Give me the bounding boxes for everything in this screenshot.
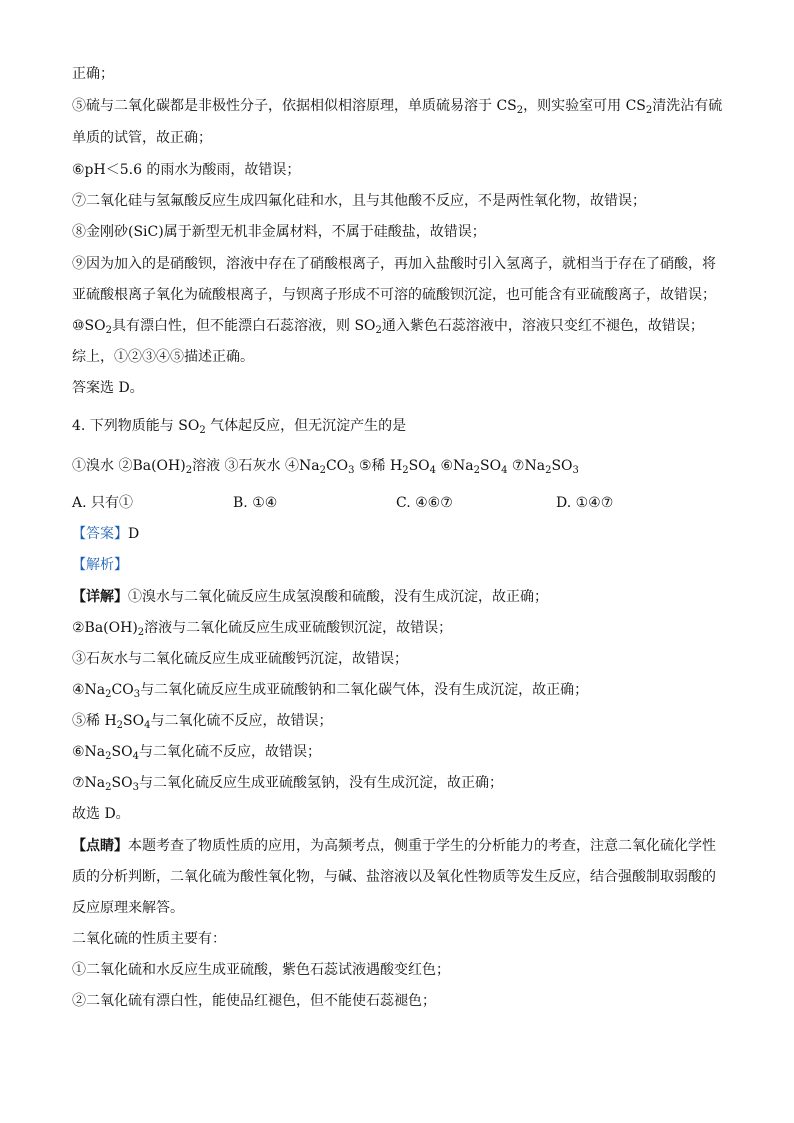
option-b: B. ①④ bbox=[233, 495, 278, 511]
analysis-tag: 【解析】 bbox=[72, 557, 128, 573]
text-line: 答案选 D。 bbox=[72, 380, 144, 396]
answer-line bbox=[72, 524, 139, 544]
comment-line: ②二氧化硫有漂白性，能使品红褪色，但不能使石蕊褪色； bbox=[72, 993, 436, 1009]
text-line: 单质的试管，故正确； bbox=[72, 130, 212, 146]
text-line: 综上，①②③④⑤描述正确。 bbox=[72, 349, 254, 365]
question-stem: 4. 下列物质能与 $SO_2$ 气体起反应，但无沉淀产生的是 bbox=[72, 418, 407, 436]
detail-tag: 【详解】 bbox=[72, 589, 128, 605]
detail-line: $⑦Na_2SO_3$与二氧化硫反应生成亚硫酸氢钠，没有生成沉淀，故正确； bbox=[72, 775, 503, 793]
text-line: ⑥pH＜5.6 的雨水为酸雨，故错误； bbox=[72, 162, 301, 178]
detail-line: $⑥Na_2SO_4$与二氧化硫不反应，故错误； bbox=[72, 744, 321, 762]
detail-line: 【详解】①溴水与二氧化硫反应生成氢溴酸和硫酸，没有生成沉淀，故正确； bbox=[72, 589, 548, 605]
text-line: ⑦二氧化硅与氢氟酸反应生成四氟化硅和水，且与其他酸不反应，不是两性氧化物，故错误； bbox=[72, 193, 646, 209]
comment-line: 【点睛】本题考查了物质性质的应用，为高频考点，侧重于学生的分析能力的考查，注意二氧化硫化学性 bbox=[72, 838, 716, 854]
option-d: D. ①④⑦ bbox=[556, 495, 614, 511]
comment-line: 反应原理来解答。 bbox=[72, 900, 184, 916]
answer-value: D bbox=[128, 526, 140, 542]
detail-line: $②Ba(OH)_2$溶液与二氧化硫反应生成亚硫酸钡沉淀，故错误； bbox=[72, 620, 453, 638]
text-line: 正确； bbox=[72, 66, 114, 82]
comment-line: 质的分析判断，二氧化硫为酸性氧化物，与碱、盐溶液以及氧化性物质等发生反应，结合强酸制取弱酸的 bbox=[72, 869, 716, 885]
text-line: ⑧金刚砂(SiC)属于新型无机非金属材料，不属于硅酸盐，故错误； bbox=[72, 224, 486, 240]
text-line: 亚硫酸根离子氧化为硫酸根离子，与钡离子形成不可溶的硫酸钡沉淀，也可能含有亚硫酸离子，故错误； bbox=[72, 287, 716, 303]
option-c: C. ④⑥⑦ bbox=[396, 495, 453, 511]
text-line: ⑤硫与二氧化碳都是非极性分子，依据相似相溶原理，单质硫易溶于 $CS_2$，则实验室可用 $CS_2$清洗沾有硫 bbox=[72, 98, 723, 116]
detail-line: $④Na_2CO_3$与二氧化硫反应生成亚硫酸钠和二氧化碳气体，没有生成沉淀，故正确； bbox=[72, 682, 589, 700]
comment-line: 二氧化硫的性质主要有： bbox=[72, 931, 226, 947]
option-a: A. 只有① bbox=[72, 495, 134, 511]
detail-line: ⑤稀 $H_2SO_4$与二氧化硫不反应，故错误； bbox=[72, 713, 333, 731]
comment-tag: 【点睛】 bbox=[72, 838, 128, 854]
comment-line: ①二氧化硫和水反应生成亚硫酸，紫色石蕊试液遇酸变红色； bbox=[72, 962, 450, 978]
answer-tag: 【答案】 bbox=[72, 526, 128, 542]
detail-line: ③石灰水与二氧化硫反应生成亚硫酸钙沉淀，故错误； bbox=[72, 651, 408, 667]
detail-line: 故选 D。 bbox=[72, 806, 130, 822]
text-line: ⑨因为加入的是硝酸钡，溶液中存在了硝酸根离子，再加入盐酸时引入氢离子，就相当于存在了硝酸，将 bbox=[72, 256, 716, 272]
text-line: $⑩SO_2$具有漂白性，但不能漂白石蕊溶液，则 $SO_2$通入紫色石蕊溶液中，溶液只变红不褪色，故错误； bbox=[72, 318, 704, 336]
question-items: ①溴水 $②Ba(OH)_2$溶液 ③石灰水 $④Na_2CO_3$ ⑤稀 $H_2SO_4$ $⑥Na_2SO_4$ $⑦Na_2SO_3$ bbox=[72, 458, 579, 476]
